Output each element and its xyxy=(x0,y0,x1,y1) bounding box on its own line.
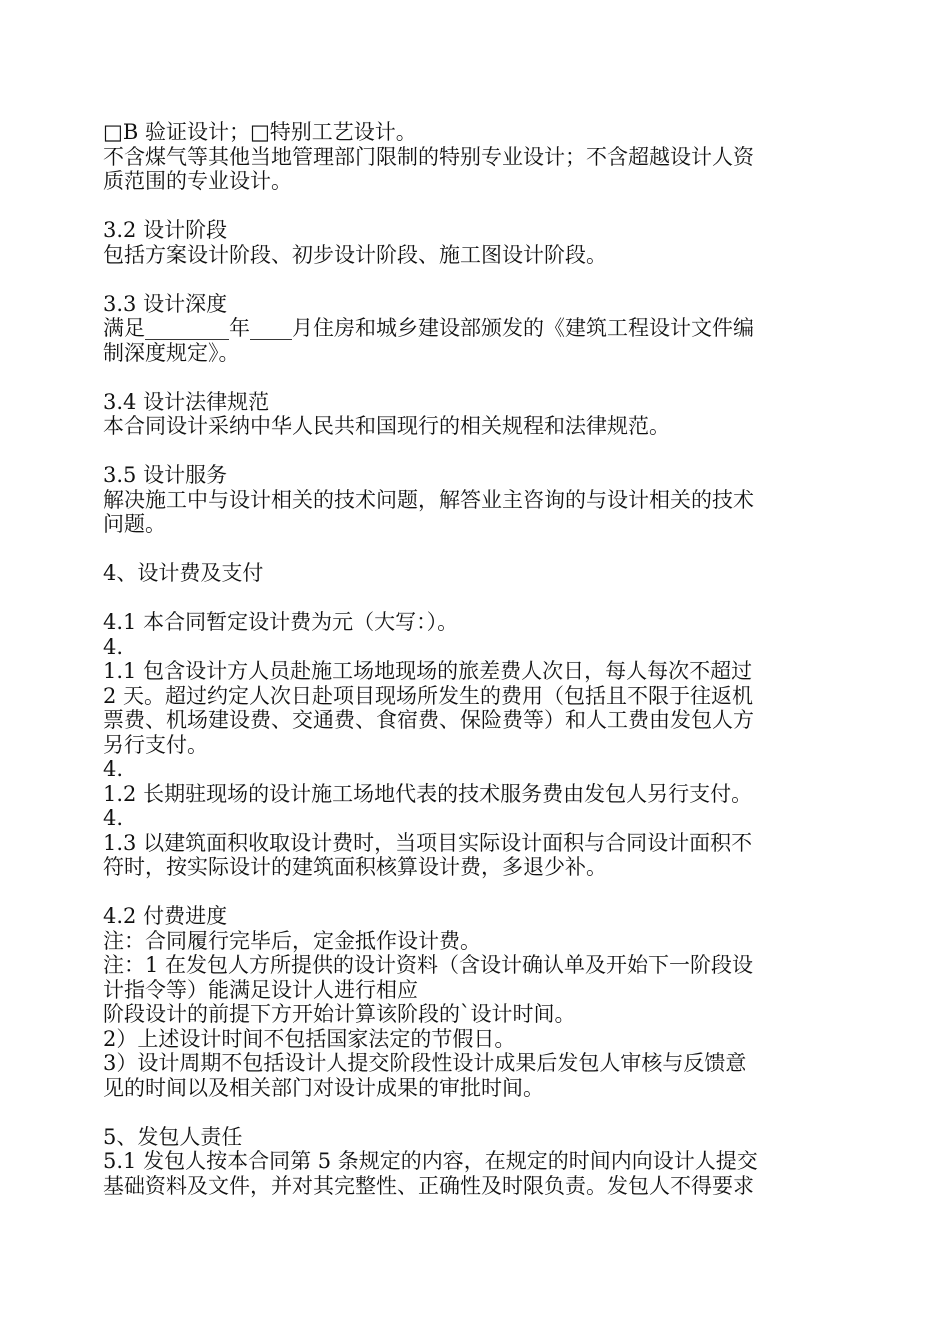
text-line: 3.2 设计阶段 xyxy=(103,218,228,242)
blank-line xyxy=(103,537,855,562)
blank-line xyxy=(103,439,855,464)
text-line: 另行支付。 xyxy=(103,732,208,757)
text-line: 2 天。超过约定人次日赴项目现场所发生的费用（包括且不限于往返机 xyxy=(103,683,754,708)
text-line: 见的时间以及相关部门对设计成果的审批时间。 xyxy=(103,1075,544,1100)
text-line: 基础资料及文件，并对其完整性、正确性及时限负责。发包人不得要求 xyxy=(103,1173,754,1198)
text-line: 1.3 以建筑面积收取设计费时，当项目实际设计面积与合同设计面积不 xyxy=(103,830,753,855)
text-line: 包括方案设计阶段、初步设计阶段、施工图设计阶段。 xyxy=(103,242,607,267)
blank-line xyxy=(103,365,855,390)
text-line: 4. xyxy=(103,757,124,781)
blank-line xyxy=(103,586,855,611)
text-line: 5.1 发包人按本合同第 5 条规定的内容，在规定的时间内向设计人提交 xyxy=(103,1149,758,1173)
text-line: 符时，按实际设计的建筑面积核算设计费，多退少补。 xyxy=(103,855,607,879)
text-line: 5、发包人责任 xyxy=(103,1124,243,1149)
text-line: 1.1 包含设计方人员赴施工场地现场的旅差费人次日，每人每次不超过 xyxy=(103,659,753,683)
text-line: 本合同设计采纳中华人民共和国现行的相关规程和法律规范。 xyxy=(103,414,670,438)
text-line: 问题。 xyxy=(103,512,166,536)
text-line: 计指令等）能满足设计人进行相应 xyxy=(103,977,418,1002)
text-line: 3.3 设计深度 xyxy=(103,291,228,316)
text-line: 3）设计周期不包括设计人提交阶段性设计成果后发包人审核与反馈意 xyxy=(103,1051,747,1075)
text-line: 4、设计费及支付 xyxy=(103,561,264,585)
text-line: 制深度规定》。 xyxy=(103,340,240,365)
text-line: 票费、机场建设费、交通费、食宿费、保险费等）和人工费由发包人方 xyxy=(103,708,754,732)
text-line: 2）上述设计时间不包括国家法定的节假日。 xyxy=(103,1026,516,1051)
text-line: 4. xyxy=(103,806,124,830)
text-line: 3.5 设计服务 xyxy=(103,463,228,487)
text-line: 阶段设计的前提下方开始计算该阶段的`设计时间。 xyxy=(103,1002,576,1026)
text-line: 4.2 付费进度 xyxy=(103,904,228,928)
text-line: 满足________年____月住房和城乡建设部颁发的《建筑工程设计文件编 xyxy=(103,316,754,340)
text-line: 3.4 设计法律规范 xyxy=(103,389,270,414)
text-line: 1.2 长期驻现场的设计施工场地代表的技术服务费由发包人另行支付。 xyxy=(103,781,753,806)
blank-line xyxy=(103,194,855,219)
text-line: □B 验证设计；□特别工艺设计。 xyxy=(103,120,417,144)
text-line: 4.1 本合同暂定设计费为元（大写：）。 xyxy=(103,610,459,634)
text-line: 4. xyxy=(103,634,124,659)
text-line: 注：合同履行完毕后，定金抵作设计费。 xyxy=(103,928,481,953)
text-line: 注：1 在发包人方所提供的设计资料（含设计确认单及开始下一阶段设 xyxy=(103,953,754,977)
document-page xyxy=(103,120,855,1198)
blank-line xyxy=(103,880,855,905)
text-line: 质范围的专业设计。 xyxy=(103,169,292,193)
text-line: 解决施工中与设计相关的技术问题，解答业主咨询的与设计相关的技术 xyxy=(103,487,754,512)
blank-line xyxy=(103,267,855,292)
blank-line xyxy=(103,1100,855,1125)
text-line: 不含煤气等其他当地管理部门限制的特别专业设计；不含超越设计人资 xyxy=(103,144,754,169)
